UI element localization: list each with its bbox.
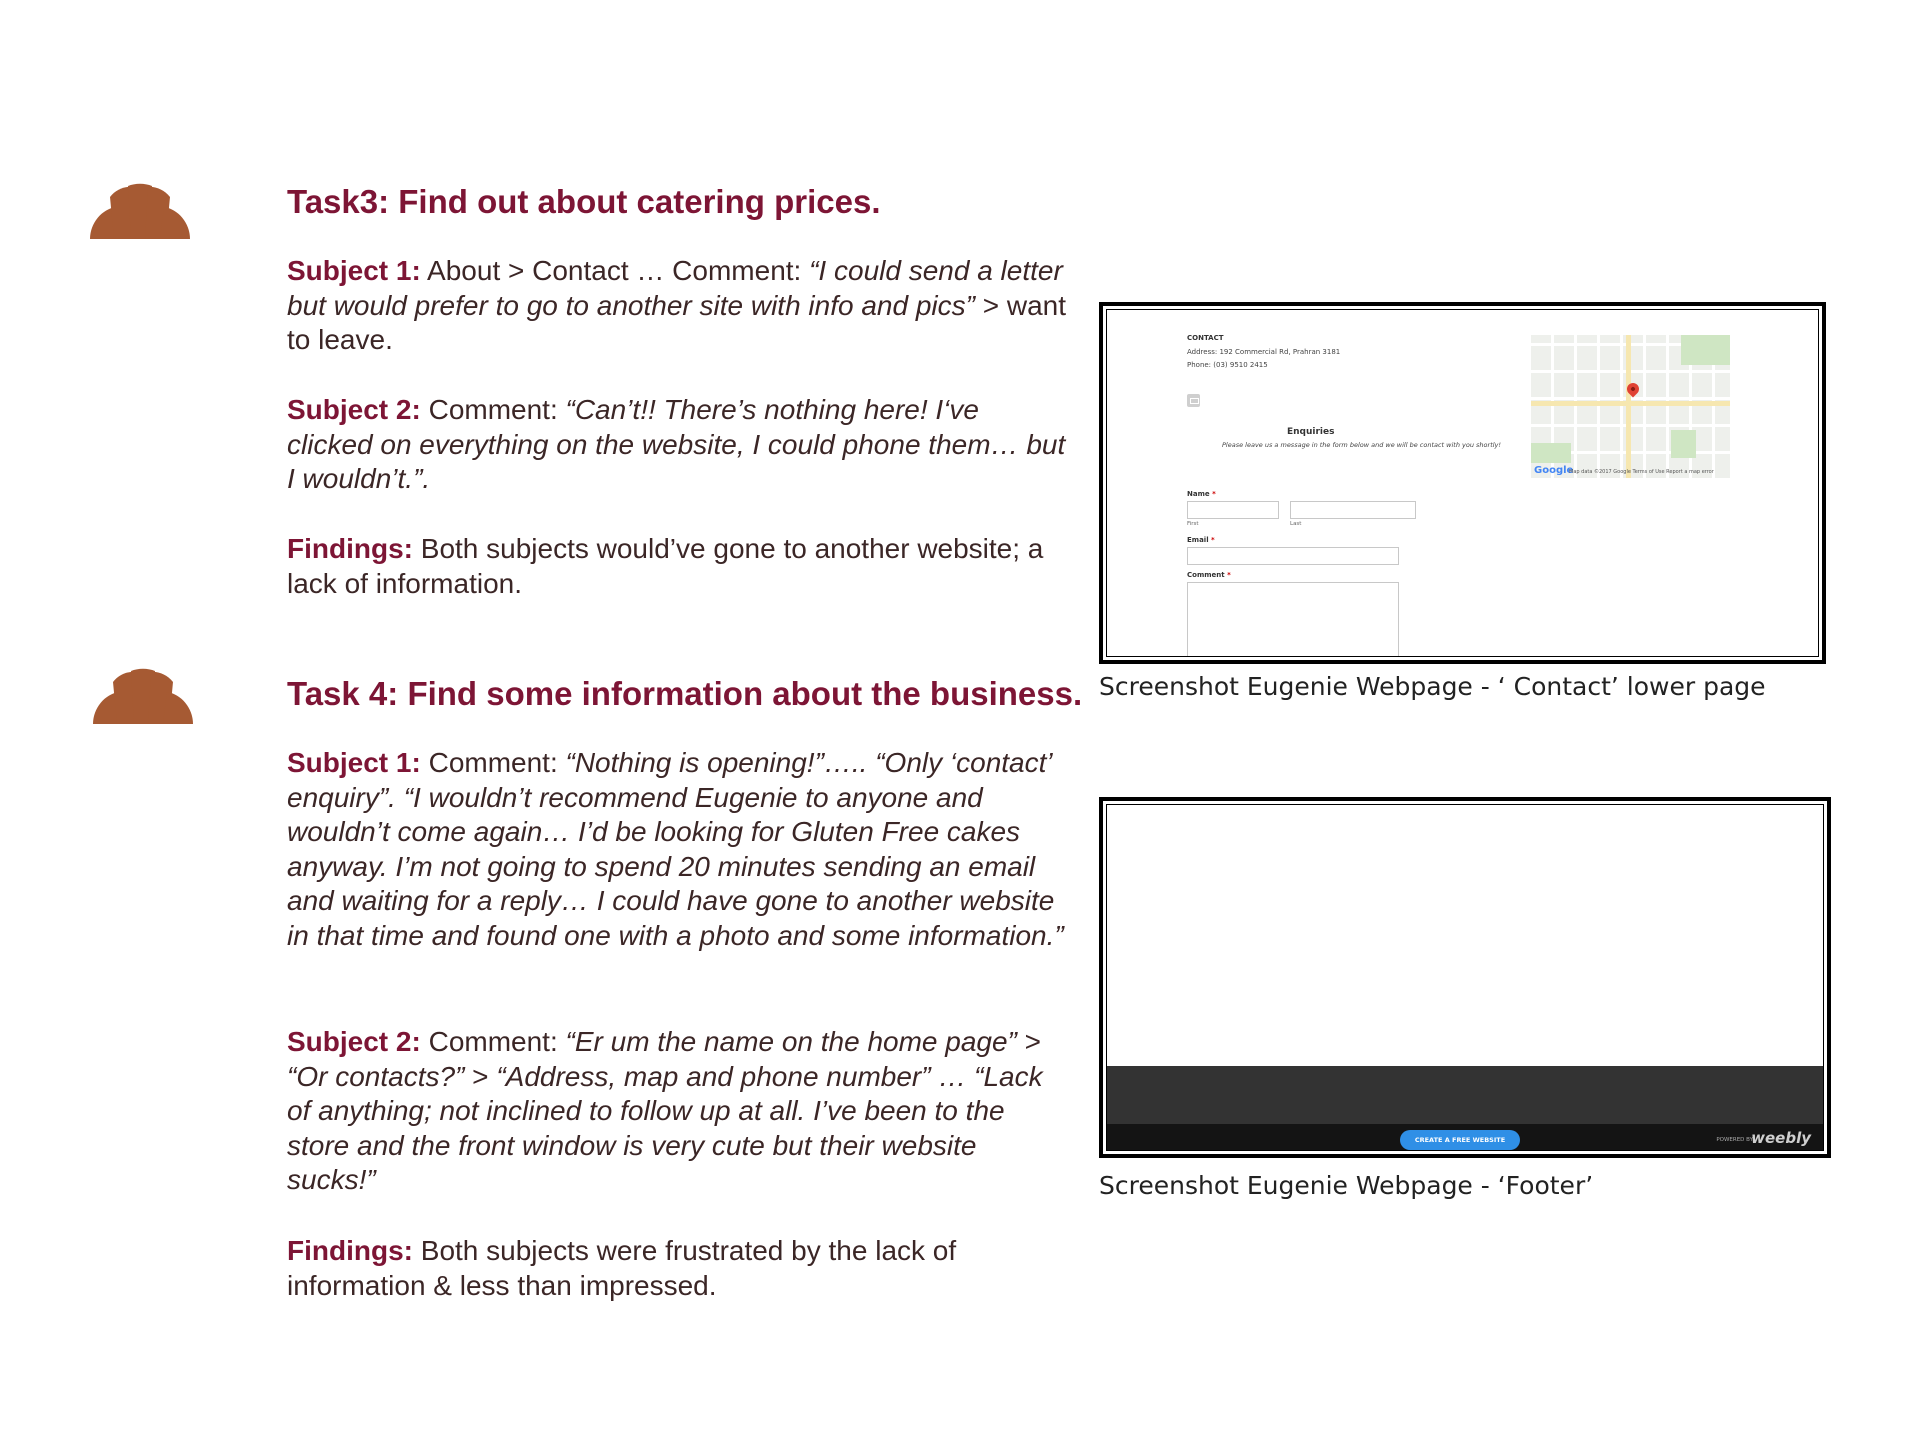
subject-text: Comment:: [420, 747, 566, 778]
footer-screenshot: [1099, 797, 1831, 1158]
comment-textarea[interactable]: [1187, 582, 1399, 657]
map-credit: Map data ©2017 Google Terms of Use Report a map error: [1569, 469, 1714, 475]
footer-screenshot-caption: Screenshot Eugenie Webpage - ‘Footer’: [1099, 1171, 1594, 1200]
name-label: Name *: [1187, 490, 1216, 498]
subject-text: Comment:: [420, 1026, 566, 1057]
enquiries-title: Enquiries: [1287, 427, 1335, 437]
google-logo: Google: [1534, 465, 1574, 476]
task3-title: Task3: Find out about catering prices.: [287, 183, 881, 220]
location-map[interactable]: [1531, 335, 1730, 478]
powered-by-label: POWERED BY: [1716, 1137, 1753, 1143]
subject-quote: “Nothing is opening!”….. “Only ‘contact’ enquiry”. “I wouldn’t recommend Eugenie to anyone and wouldn’t come again… I’d be looking for Gluten Free cakes anyway. I’m not going to spend 20 minutes sending an email and waiting for a reply… I could have gone to another website in that time and found one with a photo and some information.”: [287, 747, 1064, 951]
subject-quote: “Er um the name on the home page”: [565, 1026, 1017, 1057]
footer-bar: [1107, 1124, 1823, 1150]
contact-phone: Phone: (03) 9510 2415: [1187, 361, 1268, 369]
subject-text: > want to leave.: [287, 289, 1067, 355]
task4-findings: [287, 1234, 1067, 1303]
contact-address: Address: 192 Commercial Rd, Prahran 3181: [1187, 348, 1341, 356]
contact-screenshot-caption: Screenshot Eugenie Webpage - ‘ Contact’ lower page: [1099, 672, 1766, 701]
task4-subject1: [287, 746, 1067, 953]
findings-text: Both subjects would’ve gone to another website; a lack of information.: [287, 533, 1044, 599]
create-free-website-button[interactable]: CREATE A FREE WEBSITE: [1400, 1130, 1520, 1150]
comment-label: Comment *: [1187, 571, 1231, 579]
subject-label: Subject 2:: [287, 394, 421, 425]
subject-label: Subject 1:: [287, 255, 421, 286]
task3-findings: [287, 532, 1067, 601]
subject-quote: “Address, map and phone number” … “Lack of anything; not inclined to follow up at all. I’ve been to the store and the front window is very cute but their website sucks!”: [287, 1060, 1043, 1195]
croissant-icon: [88, 183, 192, 243]
subject-text: >: [1016, 1026, 1042, 1057]
findings-label: Findings:: [287, 1235, 413, 1266]
subject-text: Comment:: [420, 394, 566, 425]
last-label: Last: [1290, 521, 1302, 527]
subject-quote: “Can’t!! There’s nothing here! I‘ve clicked on everything on the website, I could phone them… but I wouldn’t.”.: [287, 394, 1066, 494]
footer-dark-band: [1107, 1066, 1823, 1124]
contact-heading: CONTACT: [1187, 334, 1224, 342]
task3-subject1: [287, 254, 1067, 358]
findings-label: Findings:: [287, 533, 413, 564]
subject-label: Subject 1:: [287, 747, 421, 778]
subject-text: >: [464, 1060, 497, 1092]
contact-screenshot: [1099, 302, 1826, 664]
email-icon[interactable]: [1187, 394, 1200, 407]
email-field[interactable]: [1187, 547, 1399, 565]
subject-label: Subject 2:: [287, 1026, 421, 1057]
croissant-icon: [91, 668, 195, 728]
first-label: First: [1187, 521, 1199, 527]
last-name-input[interactable]: [1290, 501, 1416, 519]
task4-title: Task 4: Find some information about the business.: [287, 675, 1083, 712]
email-label: Email *: [1187, 536, 1215, 544]
task4-subject2: [287, 1025, 1067, 1198]
subject-text: About > Contact … Comment:: [420, 255, 810, 286]
findings-text: Both subjects were frustrated by the lack of information & less than impressed.: [287, 1235, 957, 1301]
enquiries-note: Please leave us a message in the form below and we will be contact with you shortly!: [1222, 441, 1501, 449]
first-name-input[interactable]: [1187, 501, 1279, 519]
weebly-logo[interactable]: weebly: [1751, 1129, 1811, 1147]
subject-quote: “I could send a letter but would prefer to go to another site with info and pics”: [287, 255, 1063, 321]
subject-quote: “Or contacts?”: [287, 1060, 465, 1092]
task3-subject2: [287, 393, 1067, 497]
